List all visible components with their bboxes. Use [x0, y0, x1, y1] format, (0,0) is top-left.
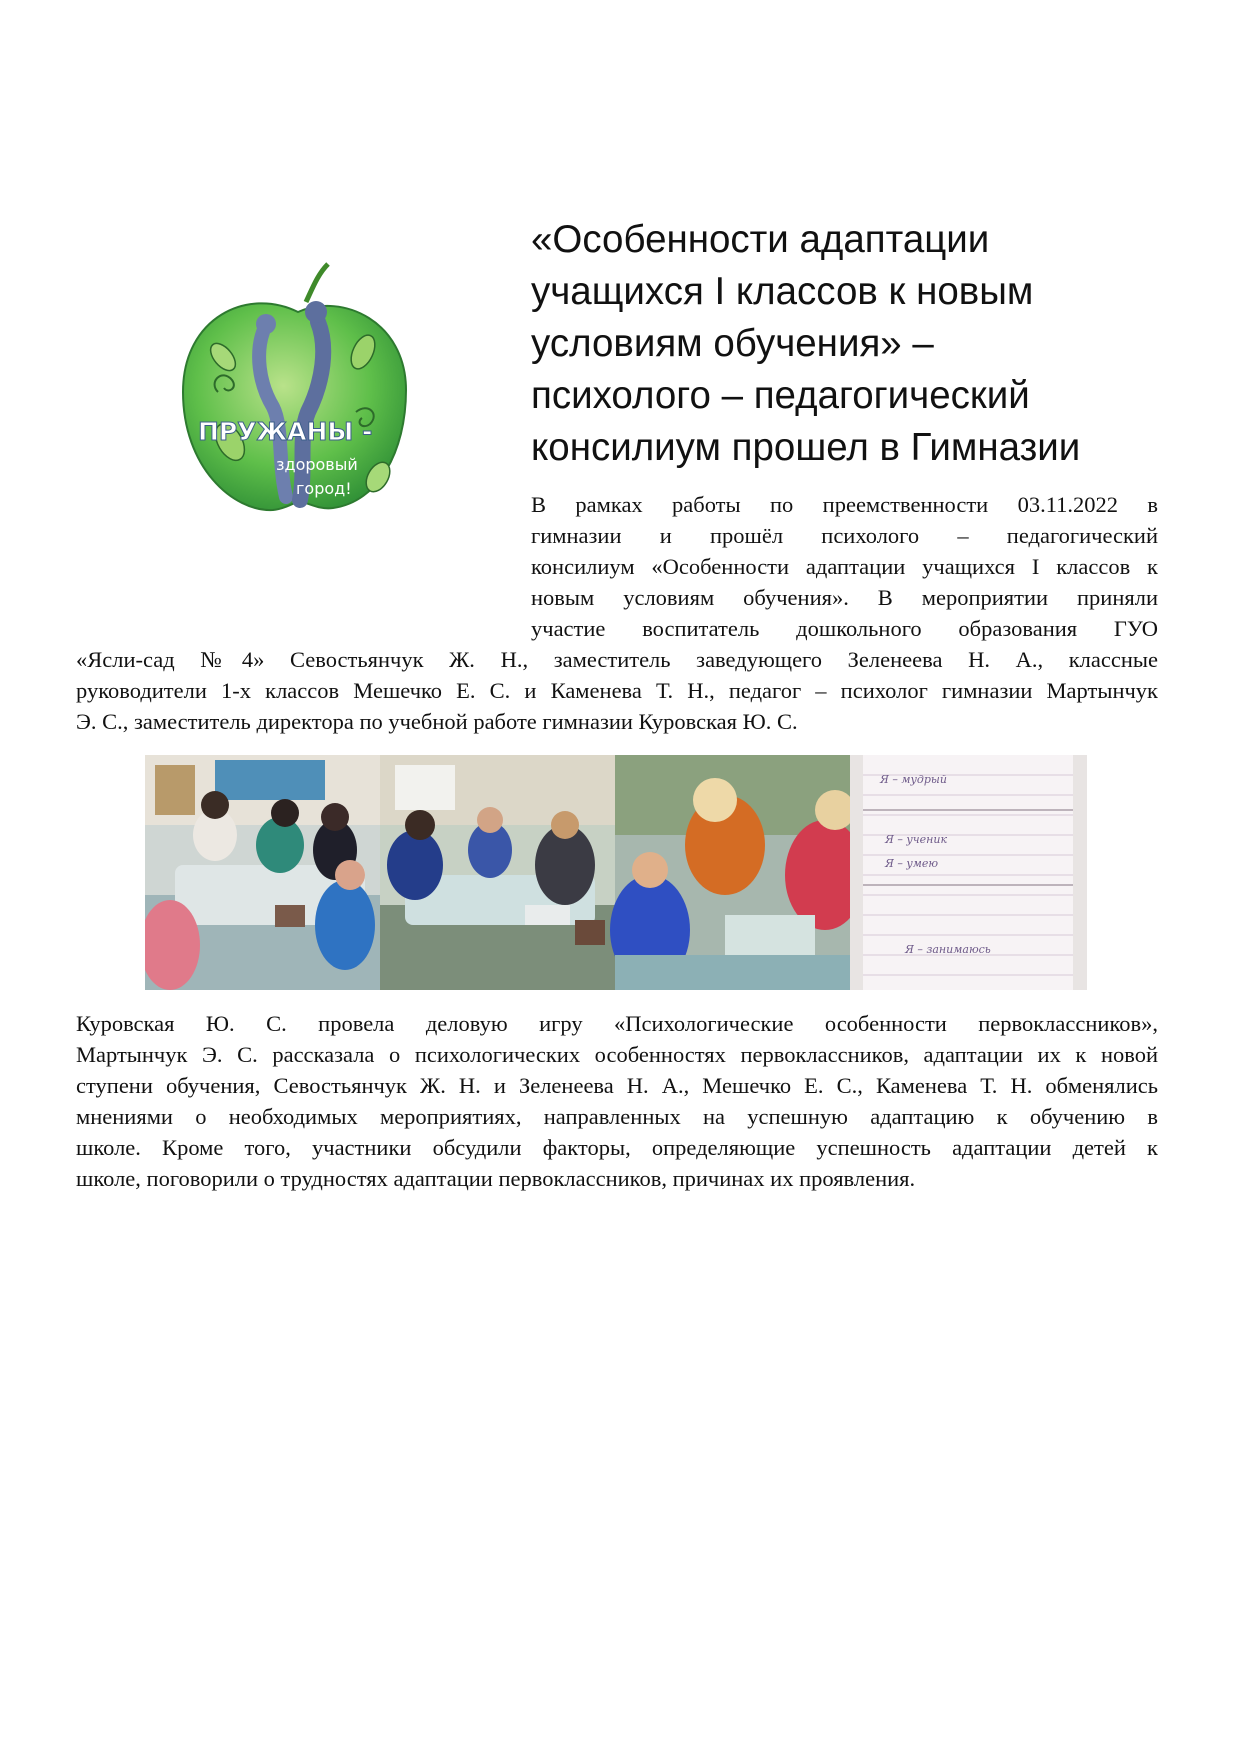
- paragraph-line: мнениями о необходимых мероприятиях, направленных на успешную адаптацию к обучению в: [76, 1104, 1158, 1129]
- paragraph-line: школе, поговорили о трудностях адаптации первоклассников, причинах их проявления.: [76, 1166, 916, 1191]
- title-line: «Особенности адаптации: [531, 218, 990, 261]
- paragraph-line: гимназии и прошёл психолого – педагогический: [531, 523, 1158, 548]
- title-line: консилиум прошел в Гимназии: [531, 426, 1081, 469]
- paragraph-line: В рамках работы по преемственности 03.11.2022 в: [531, 492, 1158, 517]
- paragraph-line: консилиум «Особенности адаптации учащихся I классов к: [531, 554, 1158, 579]
- photo-meeting-2: [380, 755, 615, 990]
- paragraph-line: Э. С., заместитель директора по учебной работе гимназии Куровская Ю. С.: [76, 709, 798, 734]
- logo-text-line2: здоровый: [276, 455, 358, 474]
- note-line: Я – умею: [885, 857, 939, 870]
- photo-meeting-3: [610, 755, 865, 990]
- article-title: [531, 214, 1151, 474]
- logo-text-line1: ПРУЖАНЫ -: [198, 417, 373, 446]
- note-line: Я – мудрый: [880, 773, 947, 786]
- paragraph-line: школе. Кроме того, участники обсудили факторы, определяющие успешность адаптации детей к: [76, 1135, 1158, 1160]
- paragraph-line: новым условиям обучения». В мероприятии приняли: [531, 585, 1158, 610]
- title-line: условиям обучения» –: [531, 322, 934, 365]
- photo-meeting-1: [145, 755, 380, 990]
- photo-handwritten-notes: [850, 755, 1087, 990]
- title-line: психолого – педагогический: [531, 374, 1030, 417]
- body-paragraph: [76, 1008, 1158, 1194]
- note-line: Я – ученик: [885, 833, 948, 846]
- paragraph-line: участие воспитатель дошкольного образования ГУО: [531, 616, 1158, 641]
- title-line: учащихся I классов к новым: [531, 270, 1034, 313]
- photo-collage: [145, 755, 1087, 990]
- paragraph-line: ступени обучения, Севостьянчук Ж. Н. и Зеленеева Н. А., Мешечко Е. С., Каменева Т. Н. обменялись: [76, 1073, 1158, 1098]
- paragraph-line: Мартынчук Э. С. рассказала о психологических особенностях первоклассников, адаптации их к новой: [76, 1042, 1158, 1067]
- paragraph-line: руководители 1-х классов Мешечко Е. С. и Каменева Т. Н., педагог – психолог гимназии Мартынчук: [76, 678, 1158, 703]
- logo-text-line3: город!: [296, 479, 352, 498]
- paragraph-line: Куровская Ю. С. провела деловую игру «Психологические особенности первоклассников»,: [76, 1011, 1158, 1036]
- note-line: Я – занимаюсь: [905, 943, 991, 956]
- intro-paragraph: [76, 489, 1158, 737]
- paragraph-line: «Ясли-сад №4» Севостьянчук Ж. Н., заместитель заведующего Зеленеева Н. А., классные: [76, 647, 1158, 672]
